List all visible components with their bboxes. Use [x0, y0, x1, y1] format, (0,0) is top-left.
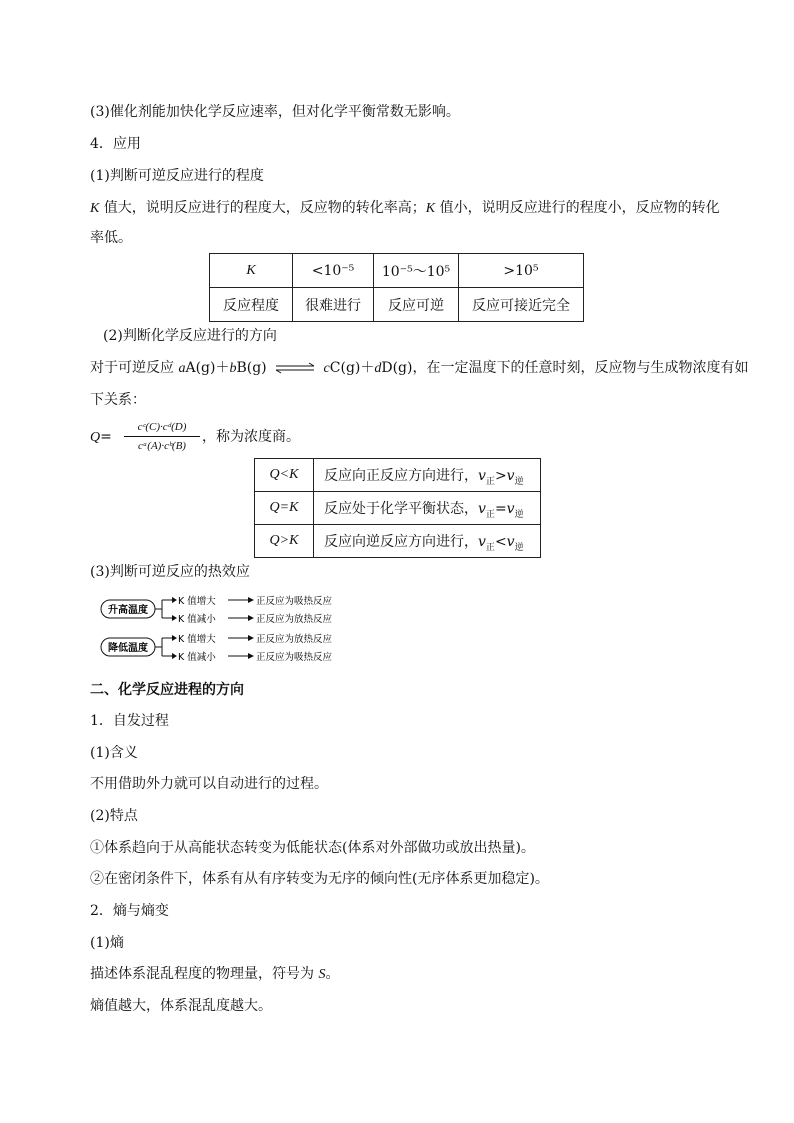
para-entropy-value: 熵值越大，体系混乱度越大。	[90, 998, 272, 1014]
k-symbol: K	[425, 201, 436, 216]
heading-direction: (2)判断化学反应进行的方向	[103, 328, 277, 344]
heading-degree: (1)判断可逆反应进行的程度	[90, 168, 264, 184]
entropy-symbol: S	[318, 967, 326, 982]
heading-application: 4．应用	[90, 136, 141, 152]
temperature-k-diagram	[100, 592, 360, 666]
q-definition: Q=	[90, 429, 112, 445]
table-cell: 反应程度	[210, 288, 293, 322]
heading-features: (2)特点	[90, 808, 138, 824]
q-comparison-table	[254, 458, 541, 558]
box-lower-temp-label: 降低温度	[108, 643, 148, 654]
k-increase-label: K 值增大	[178, 634, 216, 645]
para-catalyst: (3)催化剂能加快化学反应速率，但对化学平衡常数无影响。	[90, 104, 460, 120]
heading-meaning: (1)含义	[90, 745, 138, 761]
table-cell: Q=K	[255, 492, 314, 525]
k-decrease-label: K 值减小	[178, 652, 216, 663]
heading-entropy-def: (1)熵	[90, 935, 124, 951]
q-name: ，称为浓度商。	[202, 429, 300, 445]
table-row	[255, 459, 541, 492]
box-raise-temp	[101, 600, 155, 618]
box-lower-temp	[101, 638, 155, 656]
result-label: 正反应为吸热反应	[256, 596, 333, 607]
table-cell: 反应可接近完全	[459, 288, 584, 322]
table-row	[210, 288, 584, 322]
heading-entropy: 2．熵与熵变	[90, 903, 169, 919]
para-meaning: 不用借助外力就可以自动进行的过程。	[90, 776, 328, 792]
k-symbol: K	[90, 201, 100, 216]
fraction-bar	[124, 436, 200, 437]
feature-item: ②在密闭条件下，体系有从有序转变为无序的倾向性(无序体系更加稳定)。	[90, 871, 549, 887]
table-cell: 10⁻⁵～10⁵	[374, 254, 459, 288]
table-row	[255, 525, 541, 558]
para-reaction: 对于可逆反应 aA(g)＋bB(g) cC(g)＋dD(g)，在一定温度下的任意时刻，反应物与生成物浓度有如	[90, 360, 749, 376]
fraction-numerator: cᶜ(C)·cᵈ(D)	[137, 421, 187, 433]
table-cell: 很难进行	[293, 288, 374, 322]
q-symbol: Q	[90, 430, 101, 445]
table-cell: Q<K	[255, 459, 314, 492]
table-cell: Q>K	[255, 525, 314, 558]
para-reaction-cont: 下关系：	[90, 392, 146, 408]
k-degree-table	[209, 253, 584, 322]
para-entropy: 描述体系混乱程度的物理量，符号为 S。	[90, 966, 340, 982]
feature-item: ①体系趋向于从高能状态转变为低能状态(体系对外部做功或放出热量)。	[90, 840, 535, 856]
table-cell: <10⁻⁵	[293, 254, 374, 288]
table-cell: 反应向正反应方向进行，$v_正>v_逆$	[314, 459, 541, 492]
table-cell: 反应处于化学平衡状态，$v_正=v_逆$	[314, 492, 541, 525]
para-k-meaning: K 值大，说明反应进行的程度大，反应物的转化率高；K 值小，说明反应进行的程度小，反应物的转化	[90, 200, 720, 216]
result-label: 正反应为放热反应	[256, 634, 333, 645]
fraction-denominator: cᵃ(A)·cᵇ(B)	[138, 440, 186, 452]
table-row	[255, 492, 541, 525]
equilibrium-arrow-icon	[273, 362, 317, 374]
k-decrease-label: K 值减小	[178, 614, 216, 625]
heading-heat-effect: (3)判断可逆反应的热效应	[90, 564, 250, 580]
result-label: 正反应为放热反应	[256, 614, 333, 625]
result-label: 正反应为吸热反应	[256, 652, 333, 663]
box-raise-temp-label: 升高温度	[108, 605, 148, 616]
table-cell: >10⁵	[459, 254, 584, 288]
table-cell: 反应可逆	[374, 288, 459, 322]
table-cell: K	[210, 254, 293, 288]
heading-spontaneous: 1．自发过程	[90, 713, 169, 729]
table-row	[210, 254, 584, 288]
table-cell: 反应向逆反应方向进行，$v_正<v_逆$	[314, 525, 541, 558]
k-increase-label: K 值增大	[178, 596, 216, 607]
section-heading-direction: 二、化学反应进程的方向	[90, 682, 244, 698]
para-k-meaning-cont: 率低。	[90, 230, 132, 246]
